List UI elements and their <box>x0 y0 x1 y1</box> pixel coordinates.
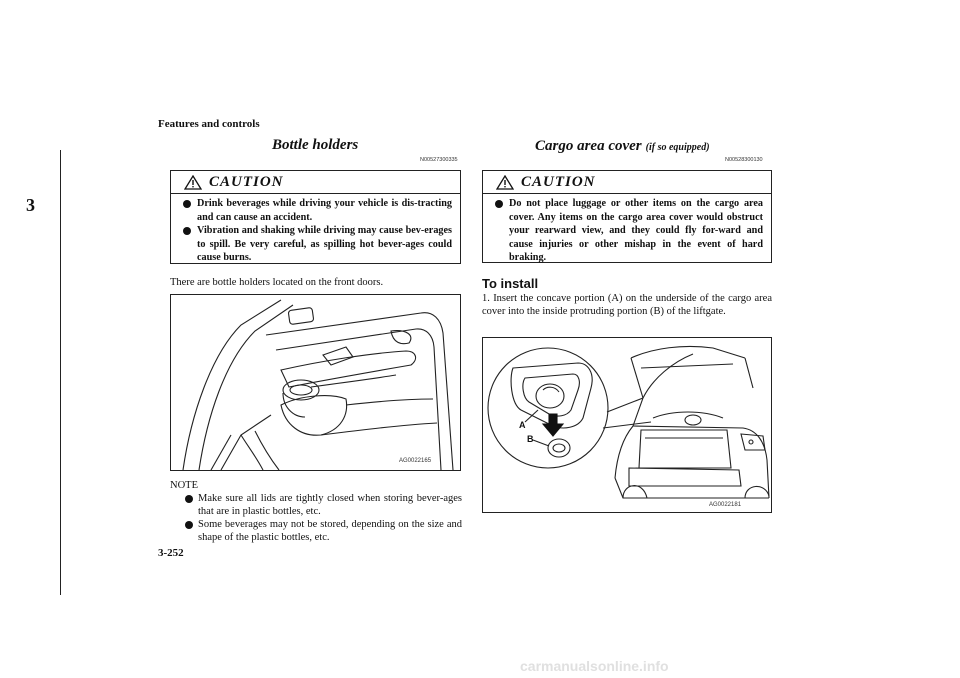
door-bottle-holder-figure <box>170 294 461 471</box>
caution-item: Drink beverages while driving your vehicle is dis-tracting and can cause an accident. <box>183 197 452 224</box>
caution-header <box>171 171 460 194</box>
caution-header <box>483 171 771 194</box>
chapter-number: 3 <box>26 195 35 215</box>
note-heading: NOTE <box>170 480 198 491</box>
cargo-cover-title-row <box>535 137 710 155</box>
warning-triangle-icon <box>184 175 202 190</box>
install-step-1: 1. Insert the concave portion (A) on the underside of the cargo area cover into the inside protruding portion (B) of the liftgate. <box>482 293 772 317</box>
to-install-heading: To install <box>482 276 539 291</box>
bottle-caution-box <box>170 170 461 264</box>
watermark-url: carmanualsonline.info <box>520 658 669 674</box>
page-number: 3-252 <box>158 547 184 559</box>
warning-triangle-icon <box>496 175 514 190</box>
cargo-cover-subtitle: (if so equipped) <box>645 142 710 153</box>
caution-label: CAUTION <box>209 174 284 190</box>
caution-item: Do not place luggage or other items on the cargo area cover. Any items on the cargo area cover would obstruct your rearward view, and they could fly for-ward and cause injuries or other mishap in the event of hard braking. <box>495 197 763 265</box>
label-a: A <box>519 420 526 430</box>
door-illustration <box>171 295 460 470</box>
bottle-holders-title: Bottle holders <box>272 137 359 153</box>
cargo-caution-box <box>482 170 772 263</box>
cargo-cover-figure <box>482 337 772 513</box>
caution-list <box>483 194 771 267</box>
bottle-holders-code: N00527300335 <box>420 157 458 163</box>
cargo-cover-title: Cargo area cover <box>535 138 642 154</box>
note-item: Make sure all lids are tightly closed when storing bever-ages that are in plastic bottles, etc. <box>184 492 462 518</box>
cargo-cover-code: N00528300130 <box>725 157 763 163</box>
caution-list <box>171 194 460 267</box>
note-item: Some beverages may not be stored, depending on the size and shape of the plastic bottles, etc. <box>184 518 462 544</box>
note-list <box>184 492 462 544</box>
caution-item: Vibration and shaking while driving may cause bev-erages to spill. Be very careful, as spilling hot bever-ages could cause burns. <box>183 224 452 265</box>
chapter-rule <box>60 150 61 595</box>
label-b: B <box>527 434 534 444</box>
door-figure-code: AG0022165 <box>399 458 432 464</box>
cargo-illustration <box>483 338 771 512</box>
caution-label: CAUTION <box>521 174 596 190</box>
bottle-holders-body: There are bottle holders located on the front doors. <box>170 277 384 288</box>
cargo-figure-code: AG0022181 <box>709 502 742 508</box>
running-header: Features and controls <box>158 118 260 130</box>
